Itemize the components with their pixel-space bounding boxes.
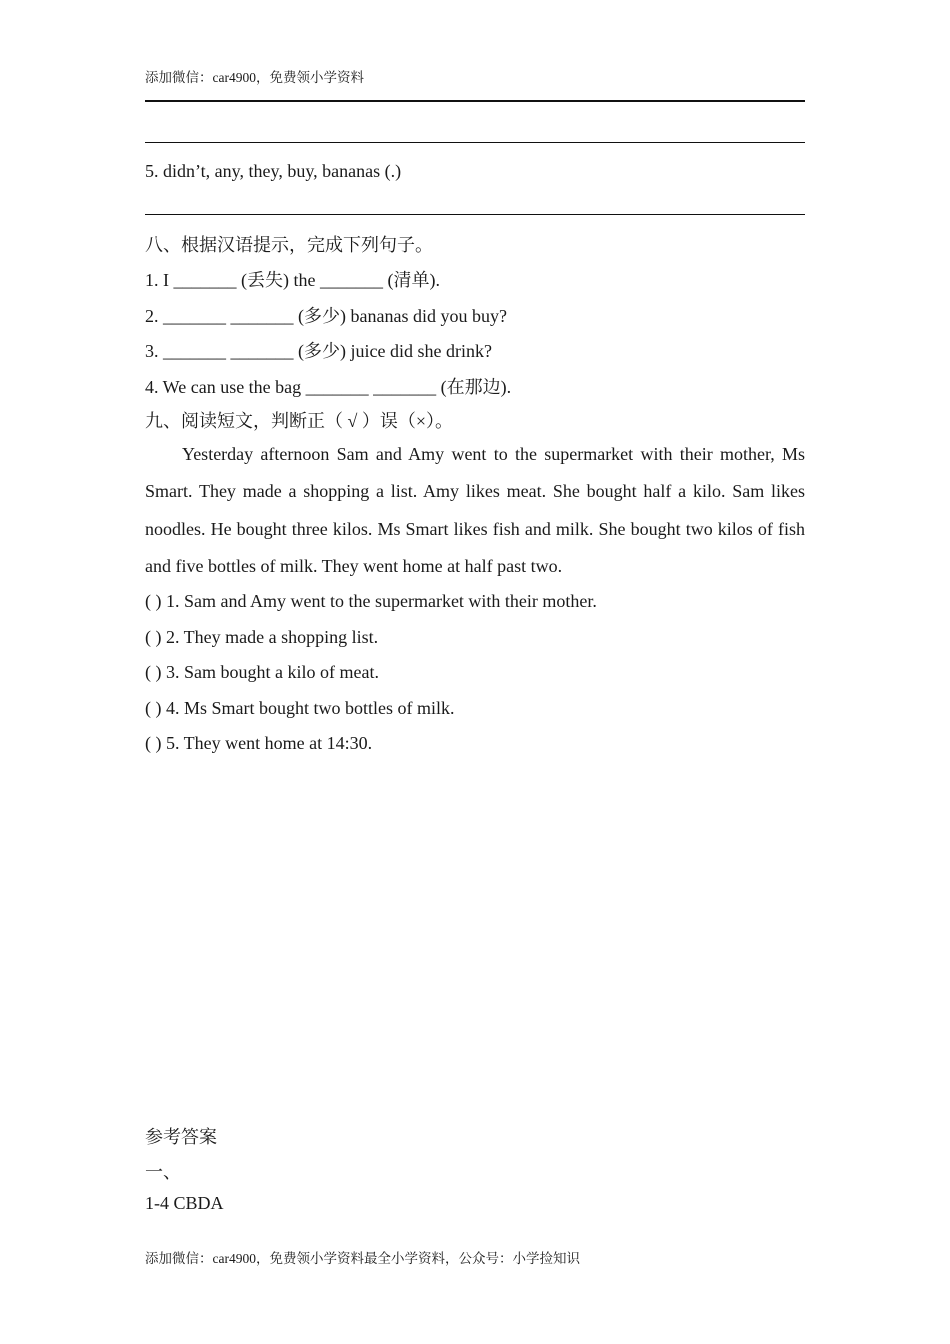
answer-line [145,142,805,143]
answer-line [145,214,805,215]
judgement-question: ( ) 1. Sam and Amy went to the supermarket with their mother. [145,591,597,611]
section8-item: 2. _______ _______ (多少) bananas did you buy? [145,306,507,326]
section8-title: 八、根据汉语提示，完成下列句子。 [145,235,433,255]
judgement-question: ( ) 2. They made a shopping list. [145,627,379,647]
footer-note: 添加微信：car4900，免费领小学资料最全小学资料，公众号：小学捡知识 [145,1251,580,1266]
answers-part-heading: 一、 [145,1162,181,1182]
judgement-question: ( ) 5. They went home at 14:30. [145,733,373,753]
section9-title: 九、阅读短文，判断正（ √ ）误（×）。 [145,411,454,431]
judgement-question: ( ) 4. Ms Smart bought two bottles of milk. [145,698,455,718]
section7-item5: 5. didn’t, any, they, buy, bananas (.) [145,161,402,181]
judgement-question: ( ) 3. Sam bought a kilo of meat. [145,662,379,682]
header-rule [145,100,805,102]
answers-line: 1-4 CBDA [145,1193,224,1213]
section8-item: 3. _______ _______ (多少) juice did she drink? [145,341,492,361]
section8-item: 1. I _______ (丢失) the _______ (清单). [145,270,440,290]
reading-passage: Yesterday afternoon Sam and Amy went to the supermarket with their mother, Ms Smart. They made a shopping a list. Amy likes meat. She bought half a kilo. Sam likes noodles. He bought three kilos. Ms Smart likes fish and milk. She bought two kilos of fish and five bottles of milk. They went home at half past two. [145,444,805,576]
answers-title: 参考答案 [145,1127,217,1147]
section8-item: 4. We can use the bag _______ _______ (在那边). [145,377,512,397]
header-note: 添加微信：car4900，免费领小学资料 [145,70,364,85]
